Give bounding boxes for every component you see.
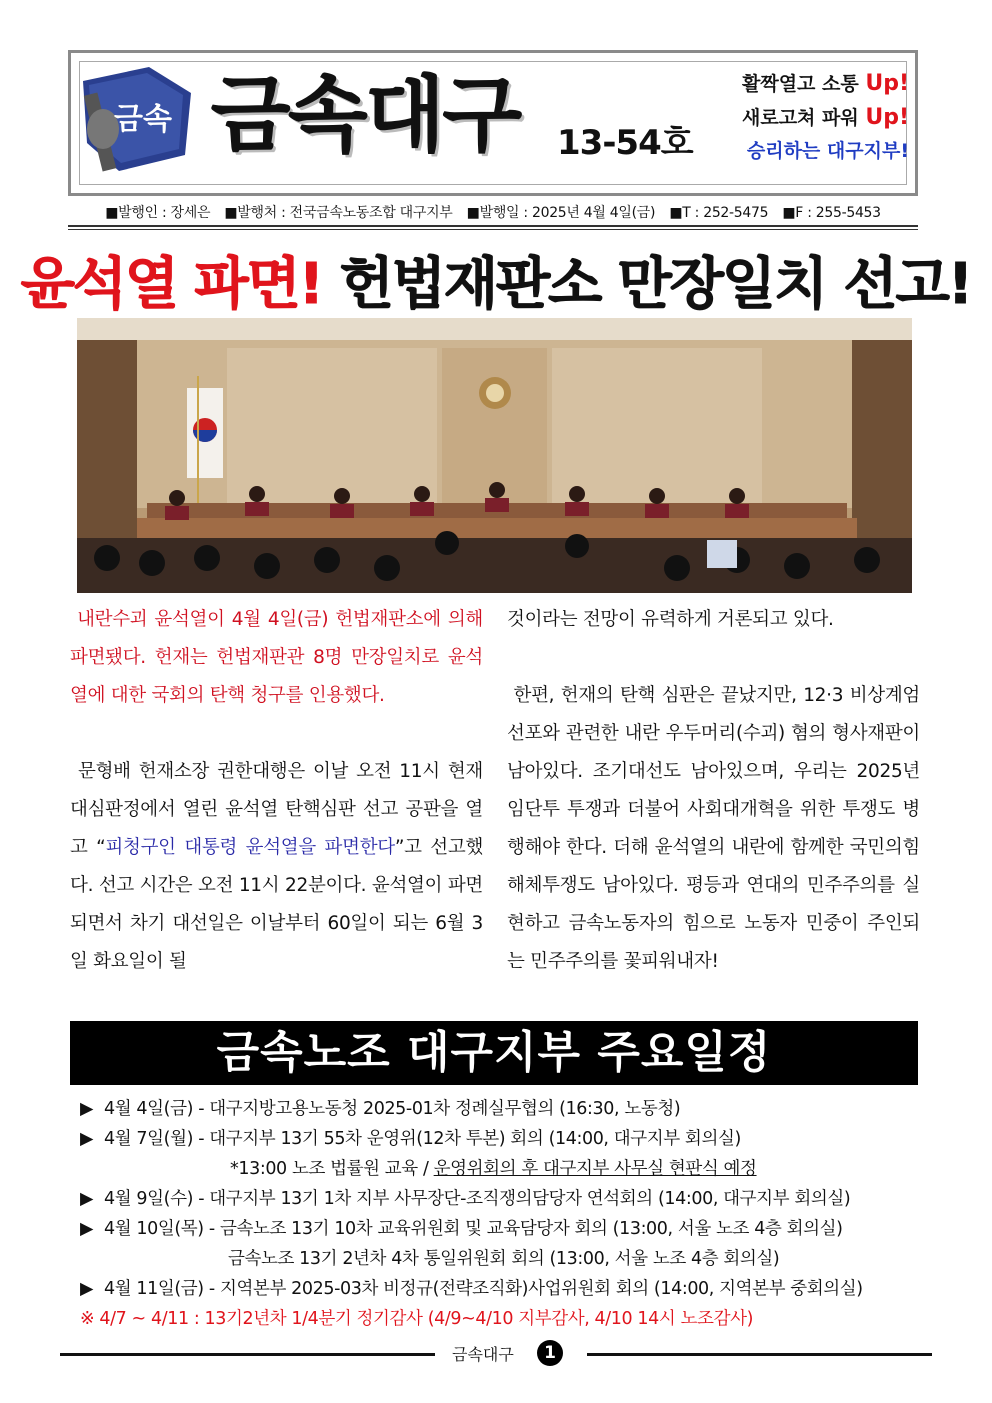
divider: [68, 229, 918, 230]
schedule-item: ▶ 4월 4일(금) - 대구지방고용노동청 2025-01차 정례실무협의 (16:30, 노동청): [80, 1094, 920, 1124]
telephone: ■T : 252-5475: [669, 205, 769, 221]
union-logo: [79, 63, 197, 175]
arrow-icon: ▶: [80, 1219, 94, 1239]
fax: ■F : 255-5453: [782, 205, 881, 221]
article-lead: 내란수괴 윤석열이 4월 4일(금) 헌법재판소에 의해 파면됐다. 헌재는 헌법재판관 8명 만장일치로 윤석열에 대한 국회의 탄핵 청구를 인용했다.: [70, 609, 483, 706]
footer-title: 금속대구: [452, 1345, 514, 1364]
schedule-item: ▶ 4월 11일(금) - 지역본부 2025-03차 비정규(전략조직화)사업위원회 회의 (14:00, 지역본부 중회의실): [80, 1274, 920, 1304]
footer-line: [60, 1353, 435, 1356]
arrow-icon: ▶: [80, 1189, 94, 1209]
article-paragraph: 문형배 헌재소장 권한대행은 이날 오전 11시 현재 대심판정에서 열린 윤석열 탄핵심판 선고 공판을 열고 “피청구인 대통령 윤석열을 파면한다”고 선고했다. 선고 시간은 오전 11시 22분이다. 윤석열이 파면되면서 차기 대선일은 이날부터 60일이 되는 6월 3일 화요일이 될: [70, 761, 484, 972]
article-paragraph: 것이라는 전망이 유력하게 거론되고 있다.: [507, 609, 834, 630]
arrow-icon: ▶: [80, 1099, 94, 1119]
schedule-list: [80, 1094, 920, 1334]
article-column-left: [70, 601, 483, 981]
slogans: [742, 67, 909, 168]
article-paragraph: 한편, 헌재의 탄핵 심판은 끝났지만, 12·3 비상계엄 선포와 관련한 내란 우두머리(수괴) 혐의 형사재판이 남아있다. 조기대선도 남아있으며, 우리는 2025년 임단투 투쟁과 더불어 사회대개혁을 위한 투쟁도 병행해야 한다. 더해 윤석열의 내란에 함께한 국민의힘 해체투쟁도 남아있다. 평등과 연대의 민주주의를 실현하고 금속노동자의 힘으로 노동자 민중이 주인되는 민주주의를 꽃피워내자!: [507, 685, 920, 972]
headline-red: 윤석열 파면!: [20, 252, 323, 317]
masthead: [68, 50, 918, 196]
divider: [68, 225, 918, 227]
schedule-item: ▶ 4월 10일(목) - 금속노조 13기 10차 교육위원회 및 교육담당자 회의 (13:00, 서울 노조 4층 회의실): [80, 1214, 920, 1244]
schedule-subnote: 금속노조 13기 2년차 4차 통일위원회 회의 (13:00, 서울 노조 4층 회의실): [228, 1249, 780, 1269]
page-footer: [60, 1340, 932, 1368]
schedule-subnote: *13:00 노조 법률원 교육 / 운영위회의 후 대구지부 사무실 현판식 예정: [230, 1159, 757, 1179]
page-number: 1: [537, 1340, 563, 1366]
audit-footnote: ※ 4/7 ~ 4/11 : 13기2년차 1/4분기 정기감사 (4/9~4/10 지부감사, 4/10 14시 노조감사): [80, 1309, 754, 1329]
verdict-quote: 피청구인 대통령 윤석열을 파면한다: [105, 837, 395, 858]
publishing-org: ■발행처 : 전국금속노동조합 대구지부: [224, 205, 453, 221]
issue-number: 13-54호: [557, 123, 693, 163]
footer-line: [587, 1353, 932, 1356]
slogan-3: 승리하는 대구지부!: [746, 140, 909, 162]
court-photo: [77, 318, 912, 593]
headline: [0, 240, 992, 320]
article-column-right: [507, 601, 920, 981]
schedule-item: ▶ 4월 9일(수) - 대구지부 13기 1차 지부 사무장단-조직쟁의담당자 연석회의 (14:00, 대구지부 회의실): [80, 1184, 920, 1214]
newsletter-title: 금속대구: [211, 68, 520, 163]
schedule-item: ▶ 4월 7일(월) - 대구지부 13기 55차 운영위(12차 투본) 회의 (14:00, 대구지부 회의실): [80, 1124, 920, 1154]
slogan-2: 새로고쳐 파워 Up!: [741, 105, 909, 130]
schedule-title: 금속노조 대구지부 주요일정: [70, 1021, 918, 1085]
headline-black: 헌법재판소 만장일치 선고!: [339, 252, 972, 317]
slogan-1: 활짝열고 소통 Up!: [741, 71, 909, 96]
arrow-icon: ▶: [80, 1129, 94, 1149]
publication-info: [68, 202, 918, 222]
publisher: ■발행인 : 장세은: [105, 205, 211, 221]
arrow-icon: ▶: [80, 1279, 94, 1299]
publish-date: ■발행일 : 2025년 4월 4일(금): [466, 205, 656, 221]
logo-text: 금속: [114, 102, 172, 137]
